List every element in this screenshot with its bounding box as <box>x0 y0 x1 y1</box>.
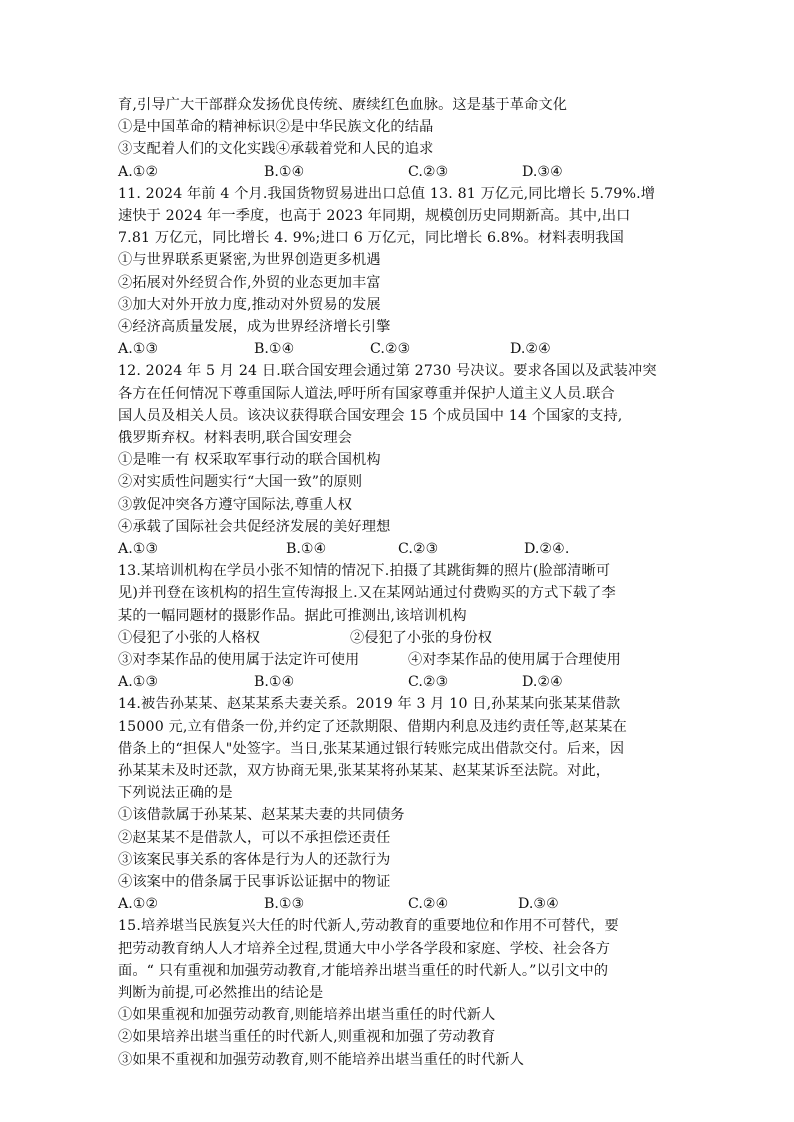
answer-item: ③如果不重视和加强劳动教育,则不能培养出堪当重任的时代新人 <box>118 1051 525 1068</box>
question-stem-line: 11. 2024 年前 4 个月.我国货物贸易进出口总值 13. 81 万亿元,同比增长 5.79%.增 <box>118 185 656 202</box>
answer-item: ②如果培养出堪当重任的时代新人,则重视和加强了劳动教育 <box>118 1029 496 1046</box>
options-row <box>118 671 678 693</box>
option-c: C.②③ <box>408 674 449 691</box>
exam-page <box>118 94 678 1071</box>
question-stem-line: 7.81 万亿元，同比增长 4. 9%;进口 6 万亿元，同比增长 6.8%。材料表明我国 <box>118 230 624 247</box>
answer-item: ②拓展对外经贸合作,外贸的业态更加丰富 <box>118 274 381 291</box>
question-stem-line: 12. 2024 年 5 月 24 日.联合国安理会通过第 2730 号决议。要求各国以及武装冲突 <box>118 363 657 380</box>
option-a: A.①② <box>118 163 159 180</box>
option-c: C.②③ <box>408 163 449 180</box>
option-b: B.①④ <box>286 541 327 558</box>
options-row <box>118 538 678 560</box>
answer-item: ③支配着人们的文化实践④承载着党和人民的追求 <box>118 141 434 158</box>
option-b: B.①④ <box>254 674 295 691</box>
option-a: A.①③ <box>118 341 159 358</box>
question-15 <box>118 915 678 1070</box>
question-14 <box>118 693 678 915</box>
question-stem-line: 借条上的“担保人"处签字。当日,张某某通过银行转账完成出借款交付。后来，因 <box>118 740 625 757</box>
question-stem-line: 下列说法正确的是 <box>118 785 233 802</box>
question-stem-line: 把劳动教育纳人人才培养全过程,贯通大中小学各学段和家庭、学校、社会各方 <box>118 940 611 957</box>
answer-item: ②侵犯了小张的身份权 <box>350 629 492 646</box>
option-a: A.①③ <box>118 541 159 558</box>
question-stem-line: 俄罗斯弃权。材料表明,联合国安理会 <box>118 430 353 447</box>
answer-item: ①是唯一有 权采取军事行动的联合国机构 <box>118 452 381 469</box>
question-stem-line: 14.被告孙某某、赵某某系夫妻关系。2019 年 3 月 10 日,孙某某向张某某借款 <box>118 696 621 713</box>
option-c: C.②④ <box>408 896 449 913</box>
option-d: D.③④ <box>518 896 559 913</box>
option-b: B.①④ <box>254 341 295 358</box>
answer-item: ④该案中的借条属于民事诉讼证据中的物证 <box>118 874 391 891</box>
option-b: B.①③ <box>264 896 305 913</box>
option-b: B.①④ <box>264 163 305 180</box>
question-stem-line: 国人员及相关人员。该决议获得联合国安理会 15 个成员国中 14 个国家的支持, <box>118 407 623 424</box>
answer-item: ③该案民事关系的客体是行为人的还款行为 <box>118 851 391 868</box>
answer-item: ③敦促冲突各方遵守国际法,尊重人权 <box>118 496 353 513</box>
question-stem-line: 13.某培训机构在学员小张不知情的情况下.拍摄了其跳街舞的照片(脸部清晰可 <box>118 563 611 580</box>
answer-item: ④承载了国际社会共促经济发展的美好理想 <box>118 518 391 535</box>
answer-item: ①与世界联系更紧密,为世界创造更多机遇 <box>118 252 381 269</box>
answer-item: ④对李某作品的使用属于合理使用 <box>408 652 621 669</box>
option-c: C.②③ <box>370 341 411 358</box>
answer-item: ②对实质性问题实行“大国一致”的原则 <box>118 474 363 491</box>
option-a: A.①③ <box>118 674 159 691</box>
question-12 <box>118 360 678 560</box>
answer-item: ③加大对外开放力度,推动对外贸易的发展 <box>118 296 381 313</box>
answer-item: ①侵犯了小张的人格权 <box>118 629 260 646</box>
answer-item: ④经济高质量发展，成为世界经济增长引擎 <box>118 319 391 336</box>
question-stem-line: 某的一幅同题材的摄影作品。据此可推测出,该培训机构 <box>118 607 467 624</box>
question-stem-line: 判断为前提,可必然推出的结论是 <box>118 985 324 1002</box>
question-10 <box>118 94 678 183</box>
question-stem-line: 速快于 2024 年一季度，也高于 2023 年同期，规模创历史同期新高。其中,出口 <box>118 208 631 224</box>
answer-items-row <box>118 649 678 671</box>
option-d: D.②④ <box>510 341 551 358</box>
answer-item: ②赵某某不是借款人，可以不承担偿还责任 <box>118 829 391 846</box>
question-stem-line: 育,引导广大干部群众发扬优良传统、赓续红色血脉。这是基于革命文化 <box>118 97 568 113</box>
question-stem-line: 各方在任何情况下尊重国际人道法,呼吁所有国家尊重并保护人道主义人员.联合 <box>118 385 615 402</box>
options-row <box>118 893 678 915</box>
question-stem-line: 面。“ 只有重视和加强劳动教育,才能培养出堪当重任的时代新人。”以引文中的 <box>118 962 609 979</box>
question-13 <box>118 560 678 693</box>
answer-items-row <box>118 627 678 649</box>
options-row <box>118 338 678 360</box>
option-d: D.②④. <box>524 541 570 558</box>
question-11 <box>118 183 678 361</box>
question-stem-line: 孙某某未及时还款，双方协商无果,张某某将孙某某、赵某某诉至法院。对此， <box>118 763 611 779</box>
question-stem-line: 15000 元,立有借条一份,并约定了还款期限、借期内利息及违约责任等,赵某某在 <box>118 718 627 735</box>
answer-item: ①该借款属于孙某某、赵某某夫妻的共同债务 <box>118 807 405 824</box>
option-d: D.③④ <box>522 163 563 180</box>
option-c: C.②③ <box>398 541 439 558</box>
answer-item: ③对李某作品的使用属于法定许可使用 <box>118 652 360 669</box>
option-d: D.②④ <box>522 674 563 691</box>
option-a: A.①② <box>118 896 159 913</box>
options-row <box>118 161 678 183</box>
question-stem-line: 15.培养堪当民族复兴大任的时代新人,劳动教育的重要地位和作用不可替代，要 <box>118 918 619 935</box>
answer-item: ①如果重视和加强劳动教育,则能培养出堪当重任的时代新人 <box>118 1007 496 1024</box>
answer-item: ①是中国革命的精神标识②是中华民族文化的结晶 <box>118 119 434 136</box>
question-stem-line: 见)并刊登在该机构的招生宣传海报上.又在某网站通过付费购买的方式下载了李 <box>118 585 616 602</box>
